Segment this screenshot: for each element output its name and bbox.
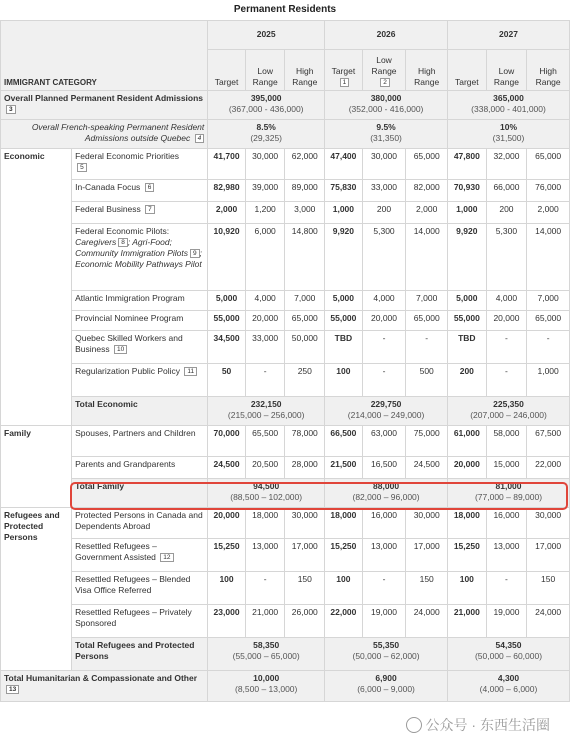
cell-target: 55,000 <box>208 311 246 331</box>
cell-high: 65,000 <box>527 311 570 331</box>
category-refugees: Refugees and Protected Persons <box>1 508 72 671</box>
cell-target: 82,980 <box>208 180 246 202</box>
table-row <box>1 202 570 224</box>
cell-low: 16,500 <box>362 457 406 479</box>
cell-high: 65,000 <box>406 149 448 180</box>
cell-high: 7,000 <box>285 291 325 311</box>
cell-low: 33,000 <box>245 331 285 364</box>
cell-low: 63,000 <box>362 426 406 457</box>
cell-low: 5,300 <box>362 224 406 291</box>
table-row <box>1 224 570 291</box>
merged-cell: 380,000 (352,000 - 416,000) <box>325 91 448 120</box>
cell-high: 17,000 <box>527 539 570 572</box>
cell-target: 75,830 <box>325 180 363 202</box>
low-range-header: Low Range <box>486 50 527 91</box>
cell-target: 100 <box>325 572 363 605</box>
row-label: Total Humanitarian & Compassionate and Other 13 <box>1 671 208 702</box>
table-row <box>1 426 570 457</box>
merged-cell: 55,350 (50,000 – 62,000) <box>325 638 448 671</box>
cell-high: 17,000 <box>285 539 325 572</box>
cell-high: 17,000 <box>406 539 448 572</box>
row-label: Total Refugees and Protected Persons <box>72 638 208 671</box>
footnote-link[interactable]: 11 <box>184 367 197 376</box>
merged-cell: 6,900 (6,000 – 9,000) <box>325 671 448 702</box>
table-row <box>1 572 570 605</box>
cell-low: 4,000 <box>362 291 406 311</box>
cell-target: 18,000 <box>325 508 363 539</box>
cell-low: 13,000 <box>486 539 527 572</box>
cell-low: - <box>362 331 406 364</box>
target-header: Target 1 <box>325 50 363 91</box>
cell-high: 82,000 <box>406 180 448 202</box>
low-range-header: Low Range <box>245 50 285 91</box>
year-header-2025: 2025 <box>208 21 325 50</box>
merged-cell: 10,000 (8,500 – 13,000) <box>208 671 325 702</box>
footnote-link[interactable]: 13 <box>6 685 19 694</box>
cell-low: 33,000 <box>362 180 406 202</box>
cell-low: 20,000 <box>245 311 285 331</box>
cell-low: 20,000 <box>486 311 527 331</box>
cell-low: 58,000 <box>486 426 527 457</box>
cell-target: 70,930 <box>448 180 487 202</box>
table-caption: Permanent Residents <box>233 4 337 15</box>
table-row <box>1 539 570 572</box>
cell-high: 26,000 <box>285 605 325 638</box>
cell-high: 7,000 <box>527 291 570 311</box>
merged-cell: 232,150 (215,000 – 256,000) <box>208 397 325 426</box>
cell-high: 22,000 <box>527 457 570 479</box>
low-range-header: Low Range 2 <box>362 50 406 91</box>
footnote-link[interactable]: 2 <box>380 78 390 87</box>
cell-target: 23,000 <box>208 605 246 638</box>
cell-low: - <box>362 364 406 397</box>
cell-target: 66,500 <box>325 426 363 457</box>
table-row-total-family <box>1 479 570 508</box>
cell-low: 32,000 <box>486 149 527 180</box>
table-row <box>1 605 570 638</box>
cell-high: 62,000 <box>285 149 325 180</box>
cell-low: - <box>245 364 285 397</box>
cell-high: 30,000 <box>285 508 325 539</box>
wechat-icon <box>406 717 422 733</box>
merged-cell: 54,350 (50,000 – 60,000) <box>448 638 570 671</box>
high-range-header: High Range <box>406 50 448 91</box>
merged-cell: 81,000 (77,000 – 89,000) <box>448 479 570 508</box>
cell-high: 76,000 <box>527 180 570 202</box>
merged-cell: 395,000 (367,000 - 436,000) <box>208 91 325 120</box>
cell-high: 2,000 <box>406 202 448 224</box>
category-column-header: IMMIGRANT CATEGORY <box>1 21 208 91</box>
row-label: Regularization Public Policy 11 <box>72 364 208 397</box>
cell-target: 50 <box>208 364 246 397</box>
cell-target: 5,000 <box>325 291 363 311</box>
cell-low: 5,300 <box>486 224 527 291</box>
cell-low: 16,000 <box>486 508 527 539</box>
cell-target: 2,000 <box>208 202 246 224</box>
cell-low: 4,000 <box>245 291 285 311</box>
cell-high: - <box>527 331 570 364</box>
target-header: Target <box>208 50 246 91</box>
cell-low: - <box>486 331 527 364</box>
cell-target: 10,920 <box>208 224 246 291</box>
merged-cell: 94,500 (88,500 – 102,000) <box>208 479 325 508</box>
cell-low: 200 <box>362 202 406 224</box>
cell-target: 47,800 <box>448 149 487 180</box>
merged-cell: 58,350 (55,000 – 65,000) <box>208 638 325 671</box>
row-label: Quebec Skilled Workers and Business 10 <box>72 331 208 364</box>
cell-low: 19,000 <box>362 605 406 638</box>
row-label: Total Economic <box>72 397 208 426</box>
cell-high: 150 <box>406 572 448 605</box>
row-label: Federal Business 7 <box>72 202 208 224</box>
category-family: Family <box>1 426 72 508</box>
cell-target: 1,000 <box>325 202 363 224</box>
row-label: Protected Persons in Canada and Dependents Abroad <box>72 508 208 539</box>
cell-high: 30,000 <box>406 508 448 539</box>
merged-cell: 10% (31,500) <box>448 120 570 149</box>
cell-low: - <box>362 572 406 605</box>
cell-high: 75,000 <box>406 426 448 457</box>
cell-target: 21,000 <box>448 605 487 638</box>
cell-low: 21,000 <box>245 605 285 638</box>
cell-high: 50,000 <box>285 331 325 364</box>
cell-low: 30,000 <box>245 149 285 180</box>
row-label: Resettled Refugees – Blended Visa Office Referred <box>72 572 208 605</box>
cell-high: 3,000 <box>285 202 325 224</box>
cell-high: 78,000 <box>285 426 325 457</box>
cell-low: 15,000 <box>486 457 527 479</box>
cell-high: 14,800 <box>285 224 325 291</box>
cell-low: 65,500 <box>245 426 285 457</box>
row-label: Provincial Nominee Program <box>72 311 208 331</box>
watermark: 公众号 · 东西生活圈 <box>406 715 550 735</box>
cell-high: 14,000 <box>527 224 570 291</box>
row-label: Resettled Refugees – Privately Sponsored <box>72 605 208 638</box>
cell-high: 150 <box>285 572 325 605</box>
cell-high: 7,000 <box>406 291 448 311</box>
footnote-link[interactable]: 10 <box>114 345 127 354</box>
cell-target: 15,250 <box>208 539 246 572</box>
cell-target: 55,000 <box>325 311 363 331</box>
cell-high: 24,500 <box>406 457 448 479</box>
cell-target: 9,920 <box>325 224 363 291</box>
merged-cell: 8.5% (29,325) <box>208 120 325 149</box>
footnote-link[interactable]: 1 <box>340 78 350 87</box>
cell-target: 24,500 <box>208 457 246 479</box>
cell-target: TBD <box>325 331 363 364</box>
table-row-overall <box>1 91 570 120</box>
cell-high: 28,000 <box>285 457 325 479</box>
cell-low: 39,000 <box>245 180 285 202</box>
cell-target: TBD <box>448 331 487 364</box>
cell-target: 22,000 <box>325 605 363 638</box>
cell-low: 13,000 <box>362 539 406 572</box>
footnote-link[interactable]: 12 <box>160 553 173 562</box>
cell-low: 1,200 <box>245 202 285 224</box>
row-label: Spouses, Partners and Children <box>72 426 208 457</box>
table-row <box>1 180 570 202</box>
row-label: Total Family <box>72 479 208 508</box>
cell-high: 24,000 <box>527 605 570 638</box>
row-label: Atlantic Immigration Program <box>72 291 208 311</box>
row-label: Parents and Grandparents <box>72 457 208 479</box>
cell-high: - <box>406 331 448 364</box>
year-header-2027: 2027 <box>448 21 570 50</box>
footnote-link[interactable]: 8 <box>118 238 128 247</box>
cell-target: 15,250 <box>448 539 487 572</box>
merged-cell: 88,000 (82,000 – 96,000) <box>325 479 448 508</box>
merged-cell: 4,300 (4,000 – 6,000) <box>448 671 570 702</box>
cell-target: 47,400 <box>325 149 363 180</box>
row-label: Resettled Refugees – Government Assisted 12 <box>72 539 208 572</box>
cell-high: 500 <box>406 364 448 397</box>
cell-high: 250 <box>285 364 325 397</box>
cell-target: 70,000 <box>208 426 246 457</box>
cell-target: 18,000 <box>448 508 487 539</box>
footnote-link[interactable]: 7 <box>145 205 155 214</box>
merged-cell: 9.5% (31,350) <box>325 120 448 149</box>
high-range-header: High Range <box>285 50 325 91</box>
row-label: In-Canada Focus 6 <box>72 180 208 202</box>
table-row-french <box>1 120 570 149</box>
table-row <box>1 291 570 311</box>
cell-low: 13,000 <box>245 539 285 572</box>
cell-low: 66,000 <box>486 180 527 202</box>
table-row <box>1 364 570 397</box>
cell-target: 34,500 <box>208 331 246 364</box>
cell-high: 24,000 <box>406 605 448 638</box>
cell-target: 20,000 <box>448 457 487 479</box>
footnote-link[interactable]: 3 <box>6 105 16 114</box>
footnote-link[interactable]: 6 <box>145 183 155 192</box>
cell-high: 1,000 <box>527 364 570 397</box>
table-row-total-refugees <box>1 638 570 671</box>
cell-low: 6,000 <box>245 224 285 291</box>
cell-target: 100 <box>448 572 487 605</box>
cell-low: - <box>486 572 527 605</box>
cell-low: 19,000 <box>486 605 527 638</box>
cell-target: 41,700 <box>208 149 246 180</box>
high-range-header: High Range <box>527 50 570 91</box>
row-label: Overall French-speaking Permanent Resident Admissions outside Quebec 4 <box>1 120 208 149</box>
table-row-parents-grandparents <box>1 457 570 479</box>
cell-low: 200 <box>486 202 527 224</box>
cell-low: 30,000 <box>362 149 406 180</box>
table-row <box>1 508 570 539</box>
cell-target: 5,000 <box>208 291 246 311</box>
target-header: Target <box>448 50 487 91</box>
year-header-2026: 2026 <box>325 21 448 50</box>
cell-low: 16,000 <box>362 508 406 539</box>
cell-low: 4,000 <box>486 291 527 311</box>
cell-target: 9,920 <box>448 224 487 291</box>
cell-low: 20,000 <box>362 311 406 331</box>
cell-target: 5,000 <box>448 291 487 311</box>
row-label: Federal Economic Priorities 5 <box>72 149 208 180</box>
cell-target: 21,500 <box>325 457 363 479</box>
cell-high: 67,500 <box>527 426 570 457</box>
cell-high: 30,000 <box>527 508 570 539</box>
row-label: Federal Economic Pilots: Caregivers 8 ; Agri-Food; Community Immigration Pilots 9 ; Economic Mobility Pathways Pilot <box>72 224 208 291</box>
cell-low: - <box>486 364 527 397</box>
cell-target: 100 <box>325 364 363 397</box>
cell-target: 200 <box>448 364 487 397</box>
cell-high: 65,000 <box>406 311 448 331</box>
table-row-humanitarian <box>1 671 570 702</box>
cell-high: 2,000 <box>527 202 570 224</box>
cell-high: 150 <box>527 572 570 605</box>
table-row-total-economic <box>1 397 570 426</box>
merged-cell: 225,350 (207,000 – 246,000) <box>448 397 570 426</box>
cell-high: 65,000 <box>527 149 570 180</box>
footnote-link[interactable]: 9 <box>190 249 200 258</box>
cell-low: 18,000 <box>245 508 285 539</box>
cell-target: 15,250 <box>325 539 363 572</box>
cell-target: 1,000 <box>448 202 487 224</box>
table-row <box>1 311 570 331</box>
cell-target: 61,000 <box>448 426 487 457</box>
cell-low: - <box>245 572 285 605</box>
cell-high: 14,000 <box>406 224 448 291</box>
footnote-link[interactable]: 4 <box>195 134 205 143</box>
cell-high: 65,000 <box>285 311 325 331</box>
table-row <box>1 149 570 180</box>
row-label: Overall Planned Permanent Resident Admissions 3 <box>1 91 208 120</box>
cell-target: 20,000 <box>208 508 246 539</box>
cell-target: 100 <box>208 572 246 605</box>
cell-target: 55,000 <box>448 311 487 331</box>
cell-low: 20,500 <box>245 457 285 479</box>
merged-cell: 229,750 (214,000 – 249,000) <box>325 397 448 426</box>
category-economic: Economic <box>1 149 72 426</box>
footnote-link[interactable]: 5 <box>77 163 87 172</box>
merged-cell: 365,000 (338,000 - 401,000) <box>448 91 570 120</box>
cell-high: 89,000 <box>285 180 325 202</box>
permanent-residents-table <box>0 20 570 702</box>
table-row <box>1 331 570 364</box>
